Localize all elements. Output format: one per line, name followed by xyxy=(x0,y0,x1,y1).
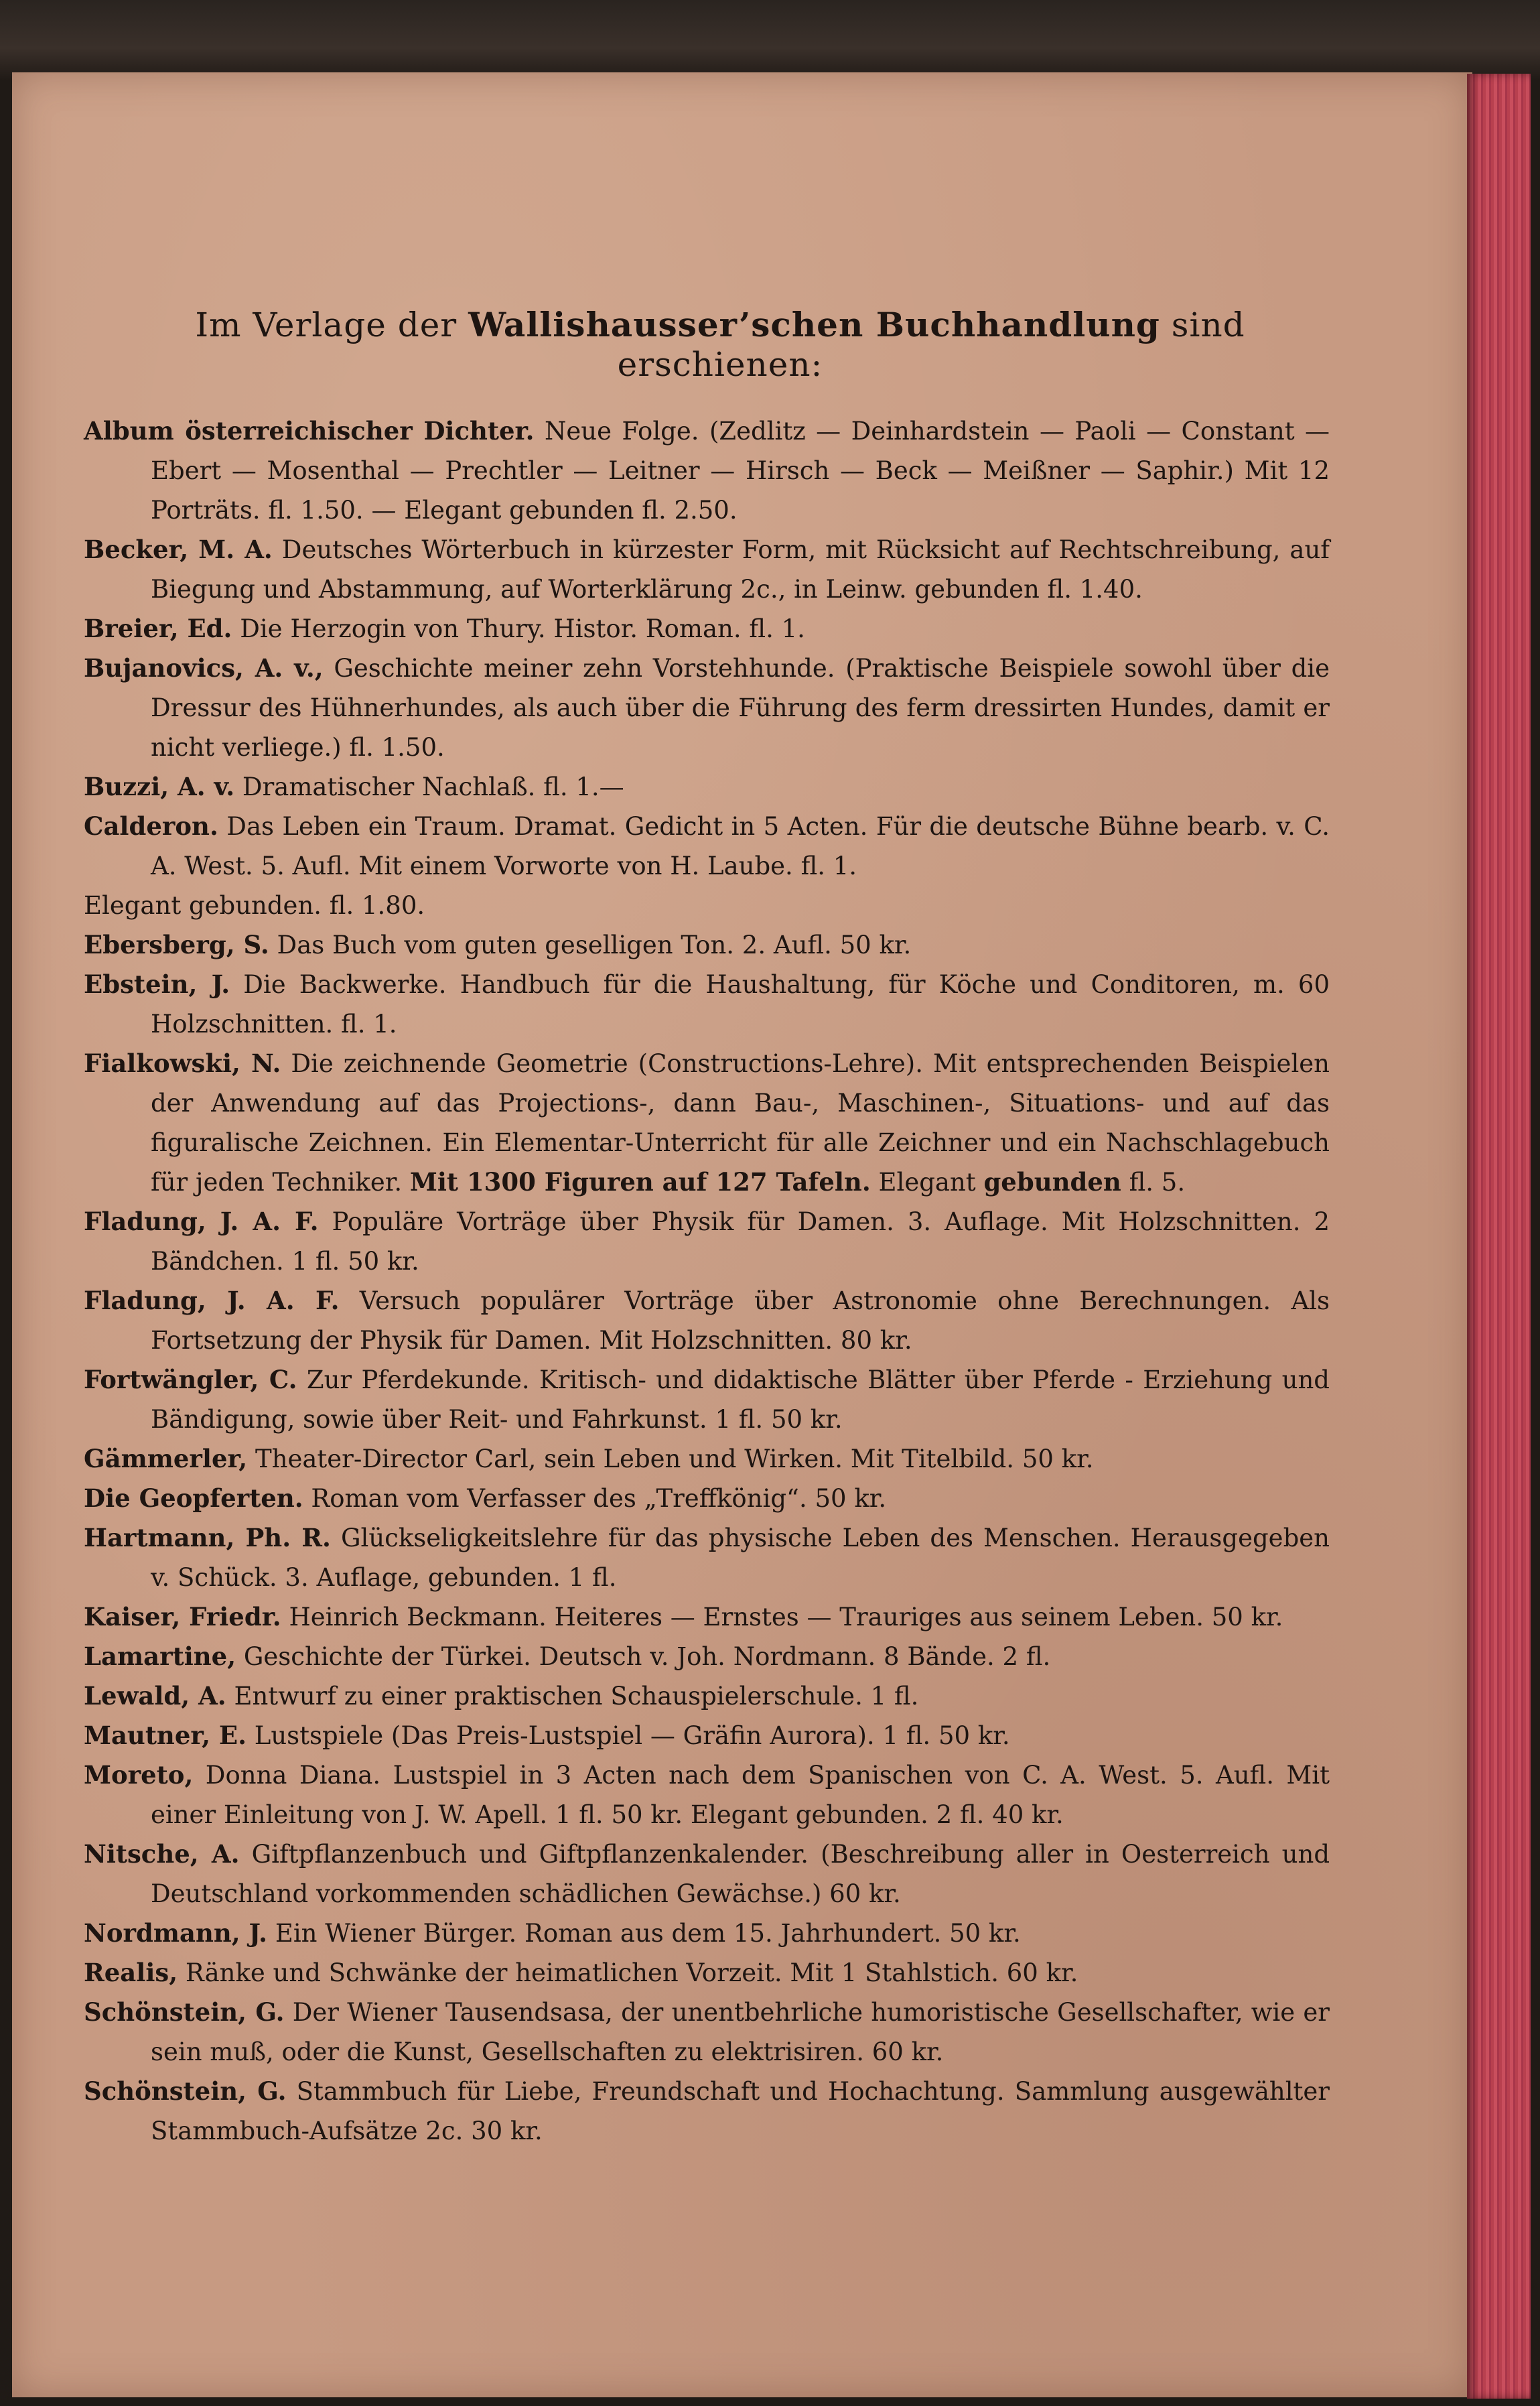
catalog-entry xyxy=(84,1834,1330,1914)
entry-text: Ein Wiener Bürger. Roman aus dem 15. Jahrhundert. 50 kr. xyxy=(275,1919,1021,1948)
entry-tail: Elegant xyxy=(878,1168,976,1197)
catalog-entry xyxy=(84,767,1330,807)
entry-author: Gämmerler, xyxy=(84,1444,248,1473)
heading-publisher: Wallishausser’schen Buchhandlung xyxy=(468,305,1160,344)
entry-text: Entwurf zu einer praktischen Schauspielerschule. 1 fl. xyxy=(234,1682,919,1711)
entry-author: Calderon. xyxy=(84,811,218,841)
entry-author: Lewald, A. xyxy=(84,1681,226,1711)
catalog-entry xyxy=(84,649,1330,767)
entry-author: Mautner, E. xyxy=(84,1721,247,1750)
entry-author: Bujanovics, A. v., xyxy=(84,653,324,683)
entry-author: Ebersberg, S. xyxy=(84,930,269,959)
catalog-entry xyxy=(84,1676,1330,1716)
entry-author: Hartmann, Ph. R. xyxy=(84,1523,331,1552)
catalog-list xyxy=(84,411,1330,2151)
entry-author: Realis, xyxy=(84,1958,178,1987)
entry-continuation: Elegant gebunden. fl. 1.80. xyxy=(84,891,425,920)
catalog-entry xyxy=(84,1202,1330,1281)
heading-prefix: Im Verlage der xyxy=(195,306,458,344)
catalog-entry xyxy=(84,1479,1330,1518)
catalog-entry xyxy=(84,1360,1330,1439)
catalog-entry xyxy=(84,925,1330,965)
catalog-entry xyxy=(84,1439,1330,1479)
entry-author: Schönstein, G. xyxy=(84,2076,287,2106)
entry-highlight: Mit 1300 Figuren auf 127 Tafeln. xyxy=(409,1167,871,1197)
catalog-entry xyxy=(84,807,1330,925)
catalog-entry xyxy=(84,1953,1330,1993)
entry-author: Die Geopferten. xyxy=(84,1483,303,1513)
page-heading xyxy=(111,305,1330,385)
entry-author: Lamartine, xyxy=(84,1642,236,1671)
entry-text: Glückseligkeitslehre für das physische Leben des Menschen. Herausgegeben v. Schück. 3. Auflage, gebunden. 1 fl. xyxy=(151,1524,1330,1592)
entry-author: Moreto, xyxy=(84,1760,194,1790)
entry-text: Populäre Vorträge über Physik für Damen. 3. Auflage. Mit Holzschnitten. 2 Bändchen. 1 fl. 50 kr. xyxy=(151,1207,1330,1276)
catalog-entry xyxy=(84,2072,1330,2151)
entry-text: Giftpflanzenbuch und Giftpflanzenkalender. (Beschreibung aller in Oesterreich und Deutschland vorkommenden schädlichen Gewächse.) 60 kr. xyxy=(151,1840,1330,1908)
entry-text: Geschichte meiner zehn Vorstehhunde. (Praktische Beispiele sowohl über die Dressur des Hühnerhundes, als auch über die Führung des ferm dressirten Hundes, damit er nicht verliege.) fl. 1.50. xyxy=(151,654,1330,762)
page-edge-red xyxy=(1467,74,1531,2399)
entry-author: Nordmann, J. xyxy=(84,1918,268,1948)
entry-text: Geschichte der Türkei. Deutsch v. Joh. Nordmann. 8 Bände. 2 fl. xyxy=(243,1642,1051,1671)
entry-text: Das Buch vom guten geselligen Ton. 2. Aufl. 50 kr. xyxy=(277,931,912,959)
catalog-entry xyxy=(84,1914,1330,1953)
book-cover-top xyxy=(0,0,1540,80)
entry-text: Roman vom Verfasser des „Treffkönig“. 50 kr. xyxy=(311,1484,887,1513)
entry-text: Deutsches Wörterbuch in kürzester Form, mit Rücksicht auf Rechtschreibung, auf Biegung und Abstammung, auf Worterklärung 2c., in Leinw. gebunden fl. 1.40. xyxy=(151,535,1330,604)
catalog-entry xyxy=(84,1716,1330,1755)
catalog-entry xyxy=(84,1518,1330,1597)
entry-author: Buzzi, A. v. xyxy=(84,772,235,801)
entry-author: Fladung, J. A. F. xyxy=(84,1207,319,1236)
catalog-entry xyxy=(84,609,1330,649)
entry-text: Die Herzogin von Thury. Histor. Roman. fl. 1. xyxy=(240,614,805,643)
entry-author: Fortwängler, C. xyxy=(84,1365,297,1394)
catalog-entry xyxy=(84,1637,1330,1676)
entry-text: Neue Folge. (Zedlitz — Deinhardstein — Paoli — Constant — Ebert — Mosenthal — Prechtler — Leitner — Hirsch — Beck — Meißner — Saphir.) Mit 12 Porträts. fl. 1.50. — Elegant gebunden fl. 2.50. xyxy=(151,417,1330,525)
page-content xyxy=(84,305,1330,2151)
entry-text: Theater-Director Carl, sein Leben und Wirken. Mit Titelbild. 50 kr. xyxy=(255,1445,1094,1473)
catalog-entry xyxy=(84,1281,1330,1360)
entry-author: Fialkowski, N. xyxy=(84,1049,281,1078)
entry-author: Schönstein, G. xyxy=(84,1997,285,2027)
catalog-entry xyxy=(84,411,1330,530)
entry-author: Nitsche, A. xyxy=(84,1839,240,1869)
entry-text: Zur Pferdekunde. Kritisch- und didaktische Blätter über Pferde - Erziehung und Bändigung, sowie über Reit- und Fahrkunst. 1 fl. 50 kr. xyxy=(151,1365,1330,1434)
catalog-entry xyxy=(84,1755,1330,1834)
heading-suffix: sind erschienen: xyxy=(617,306,1245,384)
catalog-entry xyxy=(84,965,1330,1044)
entry-author: Fladung, J. A. F. xyxy=(84,1286,340,1315)
entry-author: Becker, M. A. xyxy=(84,535,273,564)
entry-text: Der Wiener Tausendsasa, der unentbehrliche humoristische Gesellschafter, wie er sein muß, oder die Kunst, Gesellschaften zu elektrisiren. 60 kr. xyxy=(151,1998,1330,2066)
entry-author: Breier, Ed. xyxy=(84,614,232,643)
entry-highlight-2: gebunden xyxy=(983,1167,1121,1197)
entry-text: Das Leben ein Traum. Dramat. Gedicht in 5 Acten. Für die deutsche Bühne bearb. v. C. A. West. 5. Aufl. Mit einem Vorworte von H. Laube. fl. 1. xyxy=(151,812,1330,880)
entry-text: Stammbuch für Liebe, Freundschaft und Hochachtung. Sammlung ausgewählter Stammbuch-Aufsätze 2c. 30 kr. xyxy=(151,2077,1330,2145)
entry-text: Donna Diana. Lustspiel in 3 Acten nach dem Spanischen von C. A. West. 5. Aufl. Mit einer Einleitung von J. W. Apell. 1 fl. 50 kr. Elegant gebunden. 2 fl. 40 kr. xyxy=(151,1761,1330,1829)
entry-text: Die zeichnende Geometrie (Constructions-Lehre). Mit entsprechenden Beispielen der Anwendung auf das Projections-, dann Bau-, Maschinen-, Situations- und auf das figuralische Zeichnen. Ein Elementar-Unterricht für alle Zeichner und ein Nachschlagebuch für jeden Techniker. xyxy=(151,1049,1330,1197)
entry-author: Ebstein, J. xyxy=(84,970,230,999)
catalog-entry xyxy=(84,1597,1330,1637)
entry-text: Lustspiele (Das Preis-Lustspiel — Gräfin Aurora). 1 fl. 50 kr. xyxy=(254,1721,1010,1750)
entry-text: Heinrich Beckmann. Heiteres — Ernstes — Trauriges aus seinem Leben. 50 kr. xyxy=(289,1603,1283,1631)
catalog-entry xyxy=(84,530,1330,609)
entry-author: Album österreichischer Dichter. xyxy=(84,416,535,446)
entry-author: Kaiser, Friedr. xyxy=(84,1602,281,1631)
entry-text: Versuch populärer Vorträge über Astronomie ohne Berechnungen. Als Fortsetzung der Physik für Damen. Mit Holzschnitten. 80 kr. xyxy=(151,1286,1330,1355)
catalog-entry xyxy=(84,1993,1330,2072)
entry-text: Dramatischer Nachlaß. fl. 1.— xyxy=(242,773,624,801)
catalog-entry xyxy=(84,1044,1330,1202)
entry-text: Ränke und Schwänke der heimatlichen Vorzeit. Mit 1 Stahlstich. 60 kr. xyxy=(185,1958,1078,1987)
entry-text: Die Backwerke. Handbuch für die Haushaltung, für Köche und Conditoren, m. 60 Holzschnitten. fl. 1. xyxy=(151,970,1330,1039)
entry-tail-2: fl. 5. xyxy=(1129,1168,1186,1197)
